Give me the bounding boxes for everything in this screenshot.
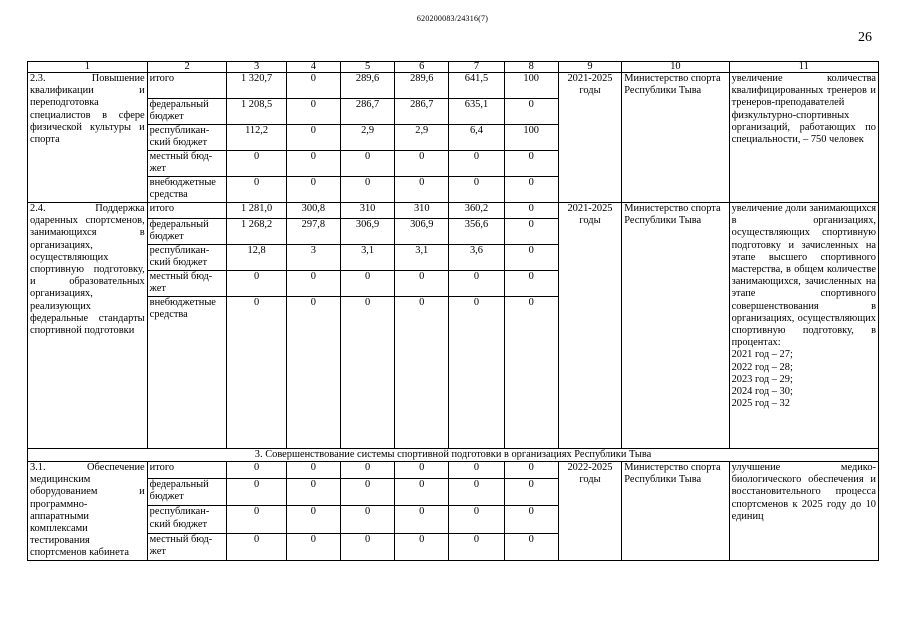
amount-cell: 356,6	[449, 219, 504, 245]
funding-source-label: федеральный бюджет	[147, 219, 227, 245]
column-number: 2	[147, 62, 227, 73]
amount-cell: 0	[504, 271, 558, 297]
executor-cell: Министерство спорта Республики Тыва	[622, 203, 729, 449]
amount-cell: 0	[504, 203, 558, 219]
amount-cell: 12,8	[227, 245, 286, 271]
column-number: 7	[449, 62, 504, 73]
column-number: 5	[340, 62, 394, 73]
amount-cell: 0	[449, 271, 504, 297]
funding-source-label: внебюджетные средства	[147, 177, 227, 203]
amount-cell: 0	[286, 151, 340, 177]
amount-cell: 100	[504, 125, 558, 151]
amount-cell: 6,4	[449, 125, 504, 151]
column-number-row	[28, 62, 879, 73]
amount-cell: 289,6	[340, 73, 394, 99]
activity-title: 2.4. Поддержка одаренных спортсменов, занимающихся в организациях, осуществляющих спортивную подготовку, и образовательных организациях, реализующих федеральные стандарты спортивной подготовки	[28, 203, 148, 449]
funding-source-label: местный бюджет	[147, 271, 227, 297]
amount-cell: 289,6	[395, 73, 449, 99]
amount-cell: 0	[227, 271, 286, 297]
amount-cell: 3,1	[340, 245, 394, 271]
amount-cell: 2,9	[395, 125, 449, 151]
amount-cell: 0	[227, 151, 286, 177]
amount-cell: 0	[504, 245, 558, 271]
amount-cell: 0	[395, 151, 449, 177]
amount-cell: 0	[340, 533, 394, 560]
column-number: 6	[395, 62, 449, 73]
funding-source-label: итого	[147, 203, 227, 219]
amount-cell: 360,2	[449, 203, 504, 219]
amount-cell: 0	[504, 151, 558, 177]
column-number: 9	[558, 62, 621, 73]
amount-cell: 2,9	[340, 125, 394, 151]
amount-cell: 306,9	[395, 219, 449, 245]
amount-cell: 0	[227, 533, 286, 560]
amount-cell: 0	[286, 125, 340, 151]
amount-cell: 1 268,2	[227, 219, 286, 245]
amount-cell: 1 281,0	[227, 203, 286, 219]
amount-cell: 0	[504, 462, 558, 479]
amount-cell: 0	[286, 73, 340, 99]
indicator-year-target: 2023 год – 29;	[731, 373, 793, 385]
amount-cell: 0	[227, 478, 286, 505]
indicator-year-target: 2021 год – 27;	[731, 349, 793, 361]
amount-cell: 0	[449, 533, 504, 560]
amount-cell: 297,8	[286, 219, 340, 245]
period-cell: 2021-2025 годы	[558, 73, 621, 203]
amount-cell: 3	[286, 245, 340, 271]
column-number: 11	[729, 62, 878, 73]
indicator-text: улучшение медико-биологического обеспечения и восстановительного процесса спортсменов к 2025 году до 10 единиц	[731, 462, 876, 522]
funding-source-label: местный бюджет	[147, 533, 227, 560]
amount-cell: 0	[227, 177, 286, 203]
indicator-year-target: 2022 год – 28;	[731, 361, 793, 373]
indicator-text: увеличение количества квалифицированных тренеров и тренеров-преподавателей физкультурно-спортивных организаций, работающих по специальности, – 750 человек	[731, 73, 876, 146]
indicator-year-target: 2024 год – 30;	[731, 386, 793, 398]
indicator-cell	[729, 462, 878, 561]
amount-cell: 0	[395, 533, 449, 560]
amount-cell: 1 208,5	[227, 99, 286, 125]
amount-cell: 0	[395, 478, 449, 505]
column-number: 8	[504, 62, 558, 73]
amount-cell: 1 320,7	[227, 73, 286, 99]
amount-cell: 0	[227, 506, 286, 533]
activity-title: 2.3. Повышение квалификации и переподготовка специалистов в сфере физической культуры и спорта	[28, 73, 148, 203]
amount-cell: 0	[504, 99, 558, 125]
amount-cell: 0	[286, 533, 340, 560]
amount-cell: 310	[340, 203, 394, 219]
funding-source-label: республиканский бюджет	[147, 245, 227, 271]
amount-cell: 0	[504, 219, 558, 245]
amount-cell: 0	[286, 271, 340, 297]
column-number: 4	[286, 62, 340, 73]
amount-cell: 112,2	[227, 125, 286, 151]
amount-cell: 0	[449, 462, 504, 479]
funding-source-label: федеральный бюджет	[147, 99, 227, 125]
funding-source-label: внебюджетные средства	[147, 297, 227, 449]
column-number: 3	[227, 62, 286, 73]
funding-source-label: итого	[147, 462, 227, 479]
amount-cell: 0	[504, 297, 558, 449]
executor-cell: Министерство спорта Республики Тыва	[622, 462, 729, 561]
amount-cell: 0	[286, 99, 340, 125]
amount-cell: 0	[340, 151, 394, 177]
amount-cell: 0	[286, 177, 340, 203]
indicator-text: увеличение доли занимающихся в организациях, осуществляющих спортивную подготовку и зачисленных на этапе высшего спортивного мастерства, в общем количестве занимающихся, зачисленных на этапе спортивного совершенствования в организациях, осуществляющих спортивную подготовку, в процентах:	[731, 203, 876, 349]
amount-cell: 0	[227, 462, 286, 479]
amount-cell: 635,1	[449, 99, 504, 125]
executor-cell: Министерство спорта Республики Тыва	[622, 73, 729, 203]
section-heading-row	[28, 449, 879, 462]
amount-cell: 0	[395, 462, 449, 479]
amount-cell: 100	[504, 73, 558, 99]
funding-source-label: итого	[147, 73, 227, 99]
indicator-cell	[729, 203, 878, 449]
amount-cell: 0	[286, 297, 340, 449]
amount-cell: 0	[340, 478, 394, 505]
amount-cell: 0	[504, 478, 558, 505]
funding-source-label: местный бюджет	[147, 151, 227, 177]
amount-cell: 0	[227, 297, 286, 449]
amount-cell: 0	[340, 271, 394, 297]
amount-cell: 641,5	[449, 73, 504, 99]
amount-cell: 0	[449, 151, 504, 177]
indicator-year-target: 2025 год – 32	[731, 398, 790, 410]
amount-cell: 0	[340, 177, 394, 203]
amount-cell: 286,7	[340, 99, 394, 125]
amount-cell: 0	[340, 297, 394, 449]
amount-cell: 310	[395, 203, 449, 219]
amount-cell: 0	[504, 506, 558, 533]
period-cell: 2022-2025 годы	[558, 462, 621, 561]
table-row	[28, 462, 879, 479]
amount-cell: 0	[340, 506, 394, 533]
page-number: 26	[858, 30, 872, 45]
amount-cell: 0	[395, 271, 449, 297]
period-cell: 2021-2025 годы	[558, 203, 621, 449]
document-id: 620200083/24316(7)	[416, 14, 489, 23]
amount-cell: 0	[449, 478, 504, 505]
amount-cell: 3,6	[449, 245, 504, 271]
amount-cell: 3,1	[395, 245, 449, 271]
activity-title: 3.1. Обеспечение медицинским оборудованием и программно-аппаратными комплексами тестирования спортсменов кабинета	[28, 462, 148, 561]
amount-cell: 0	[449, 297, 504, 449]
table-row	[28, 203, 879, 219]
funding-source-label: федеральный бюджет	[147, 478, 227, 505]
amount-cell: 0	[504, 533, 558, 560]
amount-cell: 0	[449, 177, 504, 203]
table-row	[28, 73, 879, 99]
amount-cell: 0	[340, 462, 394, 479]
amount-cell: 286,7	[395, 99, 449, 125]
amount-cell: 0	[395, 177, 449, 203]
amount-cell: 0	[395, 506, 449, 533]
column-number: 1	[28, 62, 148, 73]
program-activities-table	[27, 61, 879, 561]
section-title: 3. Совершенствование системы спортивной подготовки в организациях Республики Тыва	[28, 449, 879, 462]
amount-cell: 0	[504, 177, 558, 203]
funding-source-label: республиканский бюджет	[147, 125, 227, 151]
amount-cell: 300,8	[286, 203, 340, 219]
column-number: 10	[622, 62, 729, 73]
amount-cell: 0	[286, 506, 340, 533]
amount-cell: 306,9	[340, 219, 394, 245]
amount-cell: 0	[449, 506, 504, 533]
indicator-cell	[729, 73, 878, 203]
funding-source-label: республиканский бюджет	[147, 506, 227, 533]
amount-cell: 0	[286, 478, 340, 505]
amount-cell: 0	[286, 462, 340, 479]
amount-cell: 0	[395, 297, 449, 449]
